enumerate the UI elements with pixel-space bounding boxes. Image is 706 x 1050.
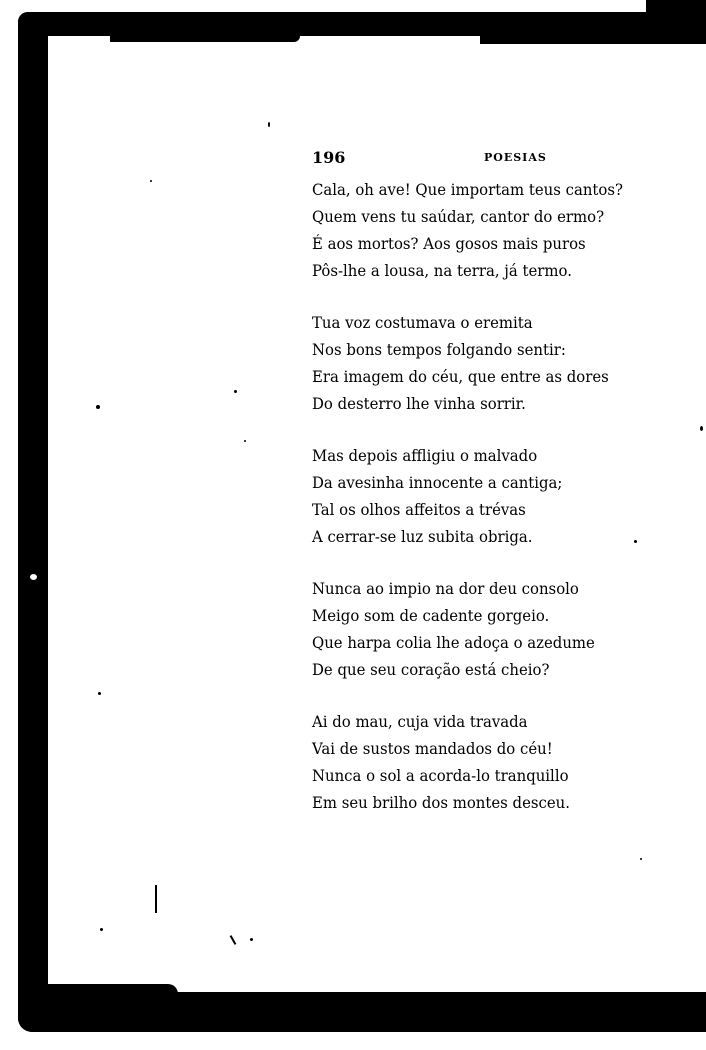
scan-border-notch xyxy=(110,36,300,42)
verse-line: Mas depois affligiu o malvado xyxy=(312,446,538,465)
scan-speck xyxy=(98,692,101,695)
scan-speck xyxy=(250,938,253,941)
scan-scratch xyxy=(230,935,237,945)
page-number: 196 xyxy=(312,148,346,167)
verse-line: Pôs-lhe a lousa, na terra, já termo. xyxy=(312,261,572,280)
stanza-1 xyxy=(312,176,692,284)
running-head xyxy=(312,148,692,176)
running-title: POESIAS xyxy=(484,151,547,164)
verse-line: Ai do mau, cuja vida travada xyxy=(312,712,528,731)
scan-scratch xyxy=(155,885,157,913)
scan-speck xyxy=(96,405,100,409)
verse-line: Do desterro lhe vinha sorrir. xyxy=(312,394,526,413)
verse-line: Que harpa colia lhe adoça o azedume xyxy=(312,633,595,652)
verse-line: Tua voz costumava o eremita xyxy=(312,313,533,332)
verse-line: Quem vens tu saúdar, cantor do ermo? xyxy=(312,207,605,226)
scan-border-corner xyxy=(646,0,706,18)
verse-line: De que seu coração está cheio? xyxy=(312,660,550,679)
margin-gutter xyxy=(0,0,18,1050)
scan-speck xyxy=(700,426,703,431)
poem-page xyxy=(312,148,692,841)
verse-line: Da avesinha innocente a cantiga; xyxy=(312,473,563,492)
scan-border-left xyxy=(18,12,48,1032)
stanza-4 xyxy=(312,575,692,683)
scan-speck xyxy=(30,574,37,580)
scan-border-notch xyxy=(480,36,706,44)
stanza-3 xyxy=(312,442,692,550)
stanza-2 xyxy=(312,309,692,417)
verse-line: Era imagem do céu, que entre as dores xyxy=(312,367,609,386)
verse-line: Tal os olhos affeitos a trévas xyxy=(312,500,526,519)
scan-speck xyxy=(234,390,237,393)
scan-speck xyxy=(244,440,246,442)
stanza-5 xyxy=(312,708,692,816)
verse-line: Meigo som de cadente gorgeio. xyxy=(312,606,550,625)
scan-border-top xyxy=(18,12,706,36)
verse-line: A cerrar-se luz subita obriga. xyxy=(312,527,533,546)
scan-speck xyxy=(640,858,642,860)
verse-line: É aos mortos? Aos gosos mais puros xyxy=(312,234,586,253)
scan-border-lip xyxy=(48,984,178,994)
scan-border-bottom xyxy=(18,992,706,1032)
verse-line: Cala, oh ave! Que importam teus cantos? xyxy=(312,180,623,199)
verse-line: Nos bons tempos folgando sentir: xyxy=(312,340,566,359)
scan-speck xyxy=(150,180,152,182)
scan-speck xyxy=(268,122,270,127)
verse-line: Nunca ao impio na dor deu consolo xyxy=(312,579,579,598)
verse-line: Vai de sustos mandados do céu! xyxy=(312,739,553,758)
scan-speck xyxy=(100,928,103,931)
verse-line: Nunca o sol a acorda-lo tranquillo xyxy=(312,766,569,785)
verse-line: Em seu brilho dos montes desceu. xyxy=(312,793,570,812)
